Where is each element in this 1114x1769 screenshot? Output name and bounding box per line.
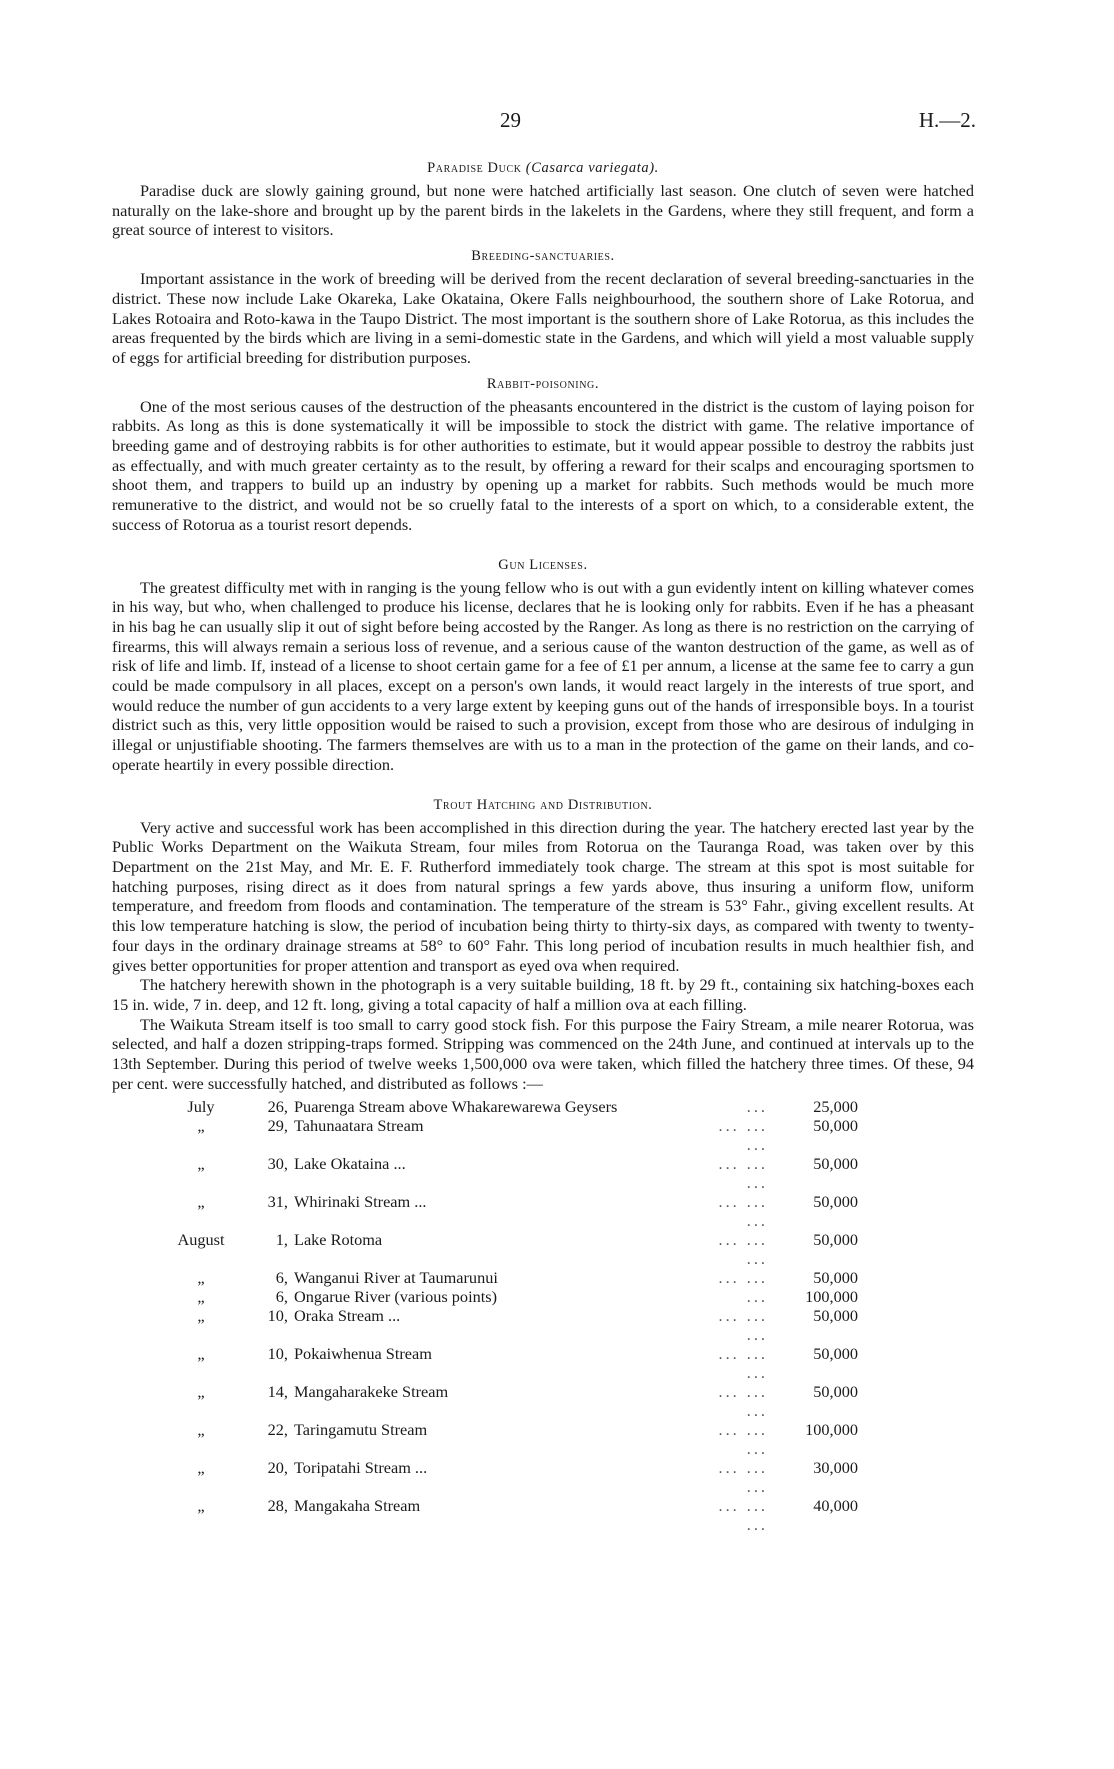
quantity-cell: 50,000: [813, 1382, 858, 1402]
section-heading-gun-licenses: Gun Licenses.: [498, 556, 588, 573]
table-row: [162, 1230, 892, 1268]
table-row: [162, 1420, 892, 1458]
table-row: [162, 1097, 892, 1116]
leader-dots: ... ... ...: [718, 1458, 768, 1497]
date-cell: 20,: [267, 1458, 288, 1478]
place-cell: Wanganui River at Taumarunui: [294, 1268, 498, 1288]
table-row: [162, 1496, 892, 1534]
paragraph: The hatchery herewith shown in the photograph is a very suitable building, 18 ft. by 29 ft., containing six hatching-boxes each 15 in. wide, 7 in. deep, and 12 ft. long, giving a total capacity of half a million ova at each filling.: [112, 975, 974, 1014]
date-cell: 6,: [275, 1287, 288, 1307]
month-cell: „: [197, 1268, 205, 1288]
month-cell: August: [177, 1230, 225, 1250]
place-cell: Ongarue River (various points): [294, 1287, 498, 1307]
date-cell: 1,: [275, 1230, 288, 1250]
table-row: [162, 1116, 892, 1154]
page-number: 29: [500, 108, 521, 132]
date-cell: 10,: [267, 1306, 288, 1326]
table-row: [162, 1306, 892, 1344]
leader-dots: ... ... ...: [718, 1496, 768, 1535]
date-cell: 22,: [267, 1420, 288, 1440]
table-row: [162, 1268, 892, 1287]
month-cell: „: [197, 1344, 205, 1364]
place-cell: Taringamutu Stream: [294, 1420, 428, 1440]
place-cell: Whirinaki Stream ...: [294, 1192, 427, 1212]
leader-dots: ... ...: [718, 1268, 768, 1288]
paragraph: Important assistance in the work of breeding will be derived from the recent declaration of several breeding-sanctuaries in the district. These now include Lake Okareka, Lake Okataina, Okere Falls neighbourhood, the southern shore of Lake Rotorua, and Lakes Rotoaira and Roto-kawa in the Taupo District. The most important is the southern shore of Lake Rotorua, as this includes the areas frequented by the birds which are living in a semi-domestic state in the Gardens, and which will yield a most valuable supply of eggs for artificial breeding for distribution purposes.: [112, 269, 974, 367]
quantity-cell: 50,000: [813, 1268, 858, 1288]
paragraph: One of the most serious causes of the destruction of the pheasants encountered in the district is the custom of laying poison for rabbits. As long as this is done systematically it will be impossible to stock the district with game. The relative importance of breeding game and of destroying rabbits is for other authorities to estimate, but it would appear possible to destroy the rabbits just as effectually, and with much greater certainty as to the result, by offering a reward for their scalps and encouraging sportsmen to shoot them, and trappers to build up an industry by opening up a market for rabbits. Such methods would be much more remunerative to the district, and would not be so cruelly fatal to the interests of a sport on which, to a considerable extent, the success of Rotorua as a tourist resort depends.: [112, 396, 974, 534]
leader-dots: ... ... ...: [718, 1382, 768, 1421]
place-cell: Lake Okataina ...: [294, 1154, 406, 1174]
leader-dots: ... ... ...: [718, 1154, 768, 1193]
section-heading-rabbit-poisoning: Rabbit-poisoning.: [486, 375, 600, 392]
document-body: [112, 152, 974, 1534]
table-row: [162, 1192, 892, 1230]
quantity-cell: 50,000: [813, 1192, 858, 1212]
date-cell: 26,: [267, 1097, 288, 1117]
section-heading-trout-hatching: Trout Hatching and Distribution.: [433, 796, 653, 813]
quantity-cell: 100,000: [805, 1420, 858, 1440]
place-cell: Oraka Stream ...: [294, 1306, 401, 1326]
quantity-cell: 25,000: [813, 1097, 858, 1117]
month-cell: „: [197, 1458, 205, 1478]
leader-dots: ... ... ...: [718, 1230, 768, 1269]
heading-latin-name: (Casarca variegata).: [525, 160, 659, 176]
leader-dots: ... ... ...: [718, 1306, 768, 1345]
quantity-cell: 100,000: [805, 1287, 858, 1307]
date-cell: 29,: [267, 1116, 288, 1136]
table-row: [162, 1344, 892, 1382]
month-cell: „: [197, 1382, 205, 1402]
place-cell: Mangaharakeke Stream: [294, 1382, 449, 1402]
place-cell: Mangakaha Stream: [294, 1496, 421, 1516]
month-cell: „: [197, 1420, 205, 1440]
table-row: [162, 1154, 892, 1192]
distribution-table: [162, 1097, 892, 1534]
leader-dots: ...: [746, 1287, 768, 1307]
document-reference: H.—2.: [918, 108, 976, 132]
table-row: [162, 1287, 892, 1306]
month-cell: July: [187, 1097, 215, 1117]
place-cell: Puarenga Stream above Whakarewarewa Geysers: [294, 1097, 618, 1117]
table-row: [162, 1458, 892, 1496]
date-cell: 31,: [267, 1192, 288, 1212]
quantity-cell: 50,000: [813, 1230, 858, 1250]
date-cell: 10,: [267, 1344, 288, 1364]
month-cell: „: [197, 1496, 205, 1516]
place-cell: Tahunaatara Stream: [294, 1116, 424, 1136]
quantity-cell: 50,000: [813, 1154, 858, 1174]
place-cell: Toripatahi Stream ...: [294, 1458, 428, 1478]
leader-dots: ... ... ...: [718, 1344, 768, 1383]
section-heading-paradise-duck: [112, 158, 974, 178]
place-cell: Pokaiwhenua Stream: [294, 1344, 432, 1364]
heading-text: Paradise Duck: [427, 160, 522, 176]
month-cell: „: [197, 1154, 205, 1174]
month-cell: „: [197, 1306, 205, 1326]
quantity-cell: 50,000: [813, 1344, 858, 1364]
place-cell: Lake Rotoma: [294, 1230, 383, 1250]
quantity-cell: 30,000: [813, 1458, 858, 1478]
paragraph: Very active and successful work has been accomplished in this direction during the year. The hatchery erected last year by the Public Works Department on the Waikuta Stream, four miles from Rotorua on the Tauranga Road, was taken over by this Department on the 21st May, and Mr. E. F. Rutherford immediately took charge. The stream at this spot is most suitable for hatching purposes, rising direct as it does from natural springs a few yards above, thus insuring a uniform flow, uniform temperature, and freedom from floods and contamination. The temperature of the stream is 53° Fahr., giving excellent results. At this low temperature hatching is slow, the period of incubation being thirty to thirty-six days, as compared with twenty to twenty-four days in the ordinary drainage streams at 58° to 60° Fahr. This long period of incubation results in much healthier fish, and gives better opportunities for proper attention and transport as eyed ova when required.: [112, 817, 974, 975]
leader-dots: ... ... ...: [718, 1192, 768, 1231]
table-row: [162, 1382, 892, 1420]
month-cell: „: [197, 1287, 205, 1307]
quantity-cell: 50,000: [813, 1306, 858, 1326]
date-cell: 14,: [267, 1382, 288, 1402]
leader-dots: ... ... ...: [718, 1116, 768, 1155]
section-heading-breeding-sanctuaries: Breeding-sanctuaries.: [471, 248, 615, 265]
month-cell: „: [197, 1116, 205, 1136]
month-cell: „: [197, 1192, 205, 1212]
date-cell: 6,: [275, 1268, 288, 1288]
leader-dots: ...: [746, 1097, 768, 1117]
date-cell: 28,: [267, 1496, 288, 1516]
quantity-cell: 40,000: [813, 1496, 858, 1516]
date-cell: 30,: [267, 1154, 288, 1174]
page-header: [0, 108, 1114, 138]
paragraph: The greatest difficulty met with in ranging is the young fellow who is out with a gun evidently intent on killing whatever comes in his way, but who, when challenged to produce his license, declares that he is looking only for rabbits. Even if he has a pheasant in his bag he can usually slip it out of sight before being accosted by the Ranger. As long as there is no restriction on the carrying of firearms, this will always remain a serious loss of revenue, and a serious cause of the wanton destruction of the game, as well as of risk of life and limb. If, instead of a license to shoot certain game for a fee of £1 per annum, a license at the same fee to carry a gun could be made compulsory in all places, except on a person's own lands, it would react largely in the interests of true sport, and would reduce the number of gun accidents to a very large extent by keeping guns out of the hands of irresponsible boys. In a tourist district such as this, very little opposition would be raised to such a provision, except from those who are desirous of indulging in illegal or unjustifiable shooting. The farmers themselves are with us to a man in the protection of the game on their lands, and co-operate heartily in every possible direction.: [112, 577, 974, 774]
leader-dots: ... ... ...: [718, 1420, 768, 1459]
paragraph: Paradise duck are slowly gaining ground, but none were hatched artificially last season. One clutch of seven were hatched naturally on the lake-shore and brought up by the parent birds in the lakelets in the Gardens, where they still frequent, and form a great source of interest to visitors.: [112, 181, 974, 240]
quantity-cell: 50,000: [813, 1116, 858, 1136]
paragraph: The Waikuta Stream itself is too small to carry good stock fish. For this purpose the Fairy Stream, a mile nearer Rotorua, was selected, and half a dozen stripping-traps formed. Stripping was commenced on the 24th June, and continued at intervals up to the 13th September. During this period of twelve weeks 1,500,000 ova were taken, which filled the hatchery three times. Of these, 94 per cent. were successfully hatched, and distributed as follows :—: [112, 1014, 974, 1093]
